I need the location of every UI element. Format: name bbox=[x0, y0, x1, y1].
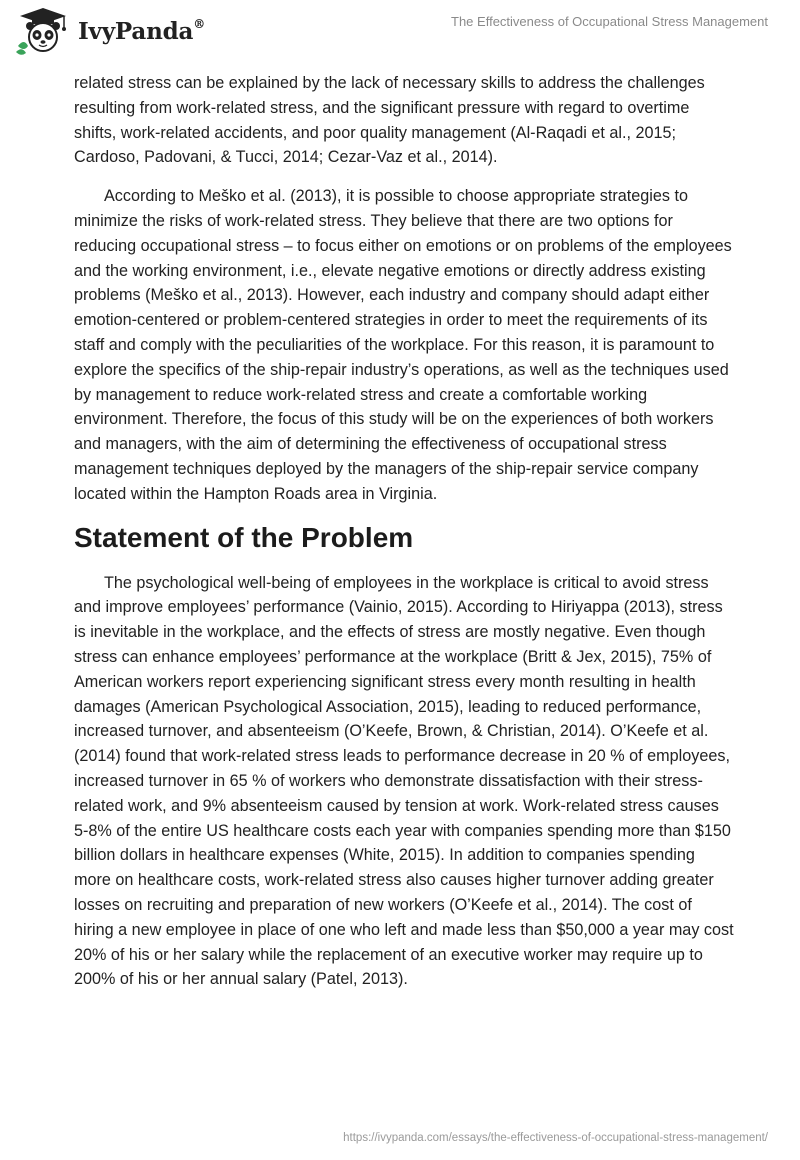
document-title: The Effectiveness of Occupational Stress Management bbox=[451, 14, 768, 29]
essay-body bbox=[74, 71, 734, 1006]
brand-name: IvyPanda® bbox=[78, 16, 205, 45]
ivypanda-logo[interactable] bbox=[14, 6, 205, 56]
paragraph-strategies: According to Meško et al. (2013), it is possible to choose appropriate strategies to minimize the risks of work-related stress. They believe that there are two options for reducing occupational stress – to focus either on emotions or on problems of the employees and the working environment, i.e., elevate negative emotions or directly address existing problems (Meško et al., 2013). However, each industry and company should adapt either emotion-centered or problem-centered strategies in order to meet the requirements of its staff and comply with the peculiarities of the workplace. For this reason, it is paramount to explore the specifics of the ship-repair industry’s operations, as well as the techniques used by management to reduce work-related stress and create a comfortable working environment. Therefore, the focus of this study will be on the experiences of both workers and managers, with the aim of determining the effectiveness of occupational stress management techniques deployed by the managers of the ship-repair service company located within the Hampton Roads area in Virginia. bbox=[74, 187, 732, 503]
section-heading: Statement of the Problem bbox=[74, 521, 414, 553]
panda-graduate-icon bbox=[14, 6, 72, 56]
paragraph-problem: The psychological well-being of employees in the workplace is critical to avoid stress and improve employees’ performance (Vainio, 2015). According to Hiriyappa (2013), stress is inevitable in the workplace, and the effects of stress are mostly negative. Even though stress can enhance employees’ performance at the workplace (Britt & Jex, 2015), 75% of American workers report experiencing significant stress every month resulting in health damages (American Psychological Association, 2015), leading to reduced performance, increased turnover, and absenteeism (O’Keefe, Brown, & Christian, 2014). O’Keefe et al. (2014) found that work-related stress leads to performance decrease in 20 % of employees, increased turnover in 65 % of workers who demonstrate dissatisfaction with their stress-related work, and 9% absenteeism caused by tension at work. Work-related stress causes 5-8% of the entire US healthcare costs each year with companies spending more than $150 billion dollars in healthcare expenses (White, 2015). In addition to companies spending more on healthcare costs, work-related stress also causes higher turnover adding greater losses on recruiting and preparation of new workers (O’Keefe et al., 2014). The cost of hiring a new employee in place of one who left and made less than $50,000 a year may cost 20% of his or her salary while the replacement of an executive worker may require up to 200% of his or her annual salary (Patel, 2013). bbox=[74, 573, 734, 989]
page-header bbox=[0, 0, 800, 60]
source-url[interactable]: https://ivypanda.com/essays/the-effectiveness-of-occupational-stress-management/ bbox=[343, 1132, 768, 1144]
paragraph-continued: related stress can be explained by the lack of necessary skills to address the challenges resulting from work-related stress, and the significant pressure with regard to overtime shifts, work-related accidents, and poor quality management (Al-Raqadi et al., 2015; Cardoso, Padovani, & Tucci, 2014; Cezar-Vaz et al., 2014). bbox=[74, 74, 705, 167]
